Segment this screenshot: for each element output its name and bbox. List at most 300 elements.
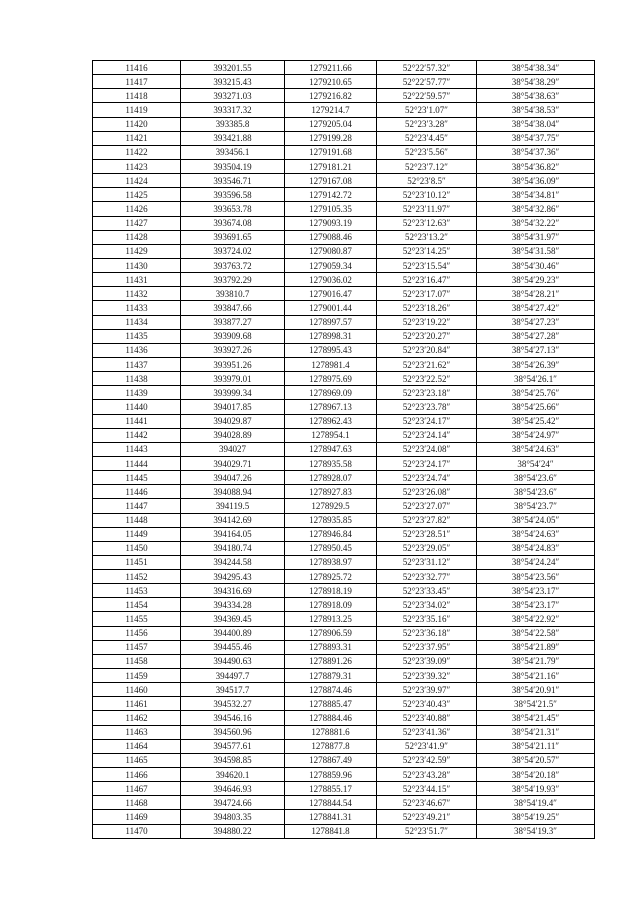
table-row [93,527,595,541]
table-row [93,273,595,287]
y-coordinate-cell: 1279210.65 [285,75,377,89]
point-number-cell: 11426 [93,202,181,216]
latitude-cell: 52°23′29.05″ [377,541,477,555]
table-row [93,739,595,753]
point-number-cell: 11418 [93,89,181,103]
latitude-cell: 52°23′11.97″ [377,202,477,216]
x-coordinate-cell: 394180.74 [181,541,285,555]
point-number-cell: 11457 [93,640,181,654]
longitude-cell: 38°54′32.86″ [477,202,595,216]
point-number-cell: 11419 [93,103,181,117]
y-coordinate-cell: 1278841.31 [285,810,377,824]
table-row [93,400,595,414]
x-coordinate-cell: 394455.46 [181,640,285,654]
longitude-cell: 38°54′21.79″ [477,654,595,668]
y-coordinate-cell: 1279214.7 [285,103,377,117]
point-number-cell: 11460 [93,683,181,697]
x-coordinate-cell: 394546.16 [181,711,285,725]
x-coordinate-cell: 393653.78 [181,202,285,216]
longitude-cell: 38°54′34.81″ [477,188,595,202]
x-coordinate-cell: 393847.66 [181,301,285,315]
x-coordinate-cell: 393421.88 [181,131,285,145]
x-coordinate-cell: 394497.7 [181,669,285,683]
table-row [93,768,595,782]
x-coordinate-cell: 393909.68 [181,329,285,343]
y-coordinate-cell: 1278929.5 [285,499,377,513]
x-coordinate-cell: 394244.58 [181,555,285,569]
y-coordinate-cell: 1279093.19 [285,216,377,230]
y-coordinate-cell: 1278927.83 [285,485,377,499]
y-coordinate-cell: 1278881.6 [285,725,377,739]
point-number-cell: 11423 [93,159,181,173]
latitude-cell: 52°23′51.7″ [377,824,477,838]
longitude-cell: 38°54′31.97″ [477,230,595,244]
latitude-cell: 52°23′16.47″ [377,273,477,287]
latitude-cell: 52°23′20.27″ [377,329,477,343]
x-coordinate-cell: 394047.26 [181,471,285,485]
point-number-cell: 11437 [93,357,181,371]
y-coordinate-cell: 1278841.8 [285,824,377,838]
latitude-cell: 52°23′32.77″ [377,570,477,584]
longitude-cell: 38°54′21.5″ [477,697,595,711]
table-row [93,683,595,697]
x-coordinate-cell: 394369.45 [181,612,285,626]
point-number-cell: 11462 [93,711,181,725]
x-coordinate-cell: 394164.05 [181,527,285,541]
table-row [93,174,595,188]
longitude-cell: 38°54′20.57″ [477,753,595,767]
point-number-cell: 11431 [93,273,181,287]
table-row [93,570,595,584]
table-row [93,513,595,527]
latitude-cell: 52°23′14.25″ [377,244,477,258]
y-coordinate-cell: 1278950.45 [285,541,377,555]
point-number-cell: 11422 [93,145,181,159]
longitude-cell: 38°54′19.4″ [477,796,595,810]
y-coordinate-cell: 1278877.8 [285,739,377,753]
longitude-cell: 38°54′23.6″ [477,471,595,485]
x-coordinate-cell: 394028.89 [181,428,285,442]
y-coordinate-cell: 1279001.44 [285,301,377,315]
longitude-cell: 38°54′19.25″ [477,810,595,824]
point-number-cell: 11447 [93,499,181,513]
y-coordinate-cell: 1279167.08 [285,174,377,188]
table-row [93,202,595,216]
latitude-cell: 52°23′37.95″ [377,640,477,654]
point-number-cell: 11434 [93,315,181,329]
x-coordinate-cell: 394880.22 [181,824,285,838]
longitude-cell: 38°54′25.76″ [477,386,595,400]
table-row [93,456,595,470]
y-coordinate-cell: 1278995.43 [285,343,377,357]
latitude-cell: 52°23′49.21″ [377,810,477,824]
point-number-cell: 11456 [93,626,181,640]
x-coordinate-cell: 393317.32 [181,103,285,117]
x-coordinate-cell: 394316.69 [181,584,285,598]
point-number-cell: 11427 [93,216,181,230]
point-number-cell: 11420 [93,117,181,131]
y-coordinate-cell: 1278975.69 [285,372,377,386]
x-coordinate-cell: 393385.8 [181,117,285,131]
y-coordinate-cell: 1278855.17 [285,782,377,796]
latitude-cell: 52°23′27.82″ [377,513,477,527]
point-number-cell: 11432 [93,287,181,301]
y-coordinate-cell: 1278918.09 [285,598,377,612]
point-number-cell: 11425 [93,188,181,202]
y-coordinate-cell: 1278938.97 [285,555,377,569]
point-number-cell: 11436 [93,343,181,357]
y-coordinate-cell: 1278884.46 [285,711,377,725]
latitude-cell: 52°23′24.17″ [377,456,477,470]
point-number-cell: 11446 [93,485,181,499]
latitude-cell: 52°23′22.52″ [377,372,477,386]
longitude-cell: 38°54′21.11″ [477,739,595,753]
latitude-cell: 52°23′42.59″ [377,753,477,767]
y-coordinate-cell: 1279016.47 [285,287,377,301]
y-coordinate-cell: 1279142.72 [285,188,377,202]
latitude-cell: 52°22′59.57″ [377,89,477,103]
y-coordinate-cell: 1278874.46 [285,683,377,697]
longitude-cell: 38°54′25.42″ [477,414,595,428]
table-row [93,541,595,555]
latitude-cell: 52°23′39.09″ [377,654,477,668]
x-coordinate-cell: 393999.34 [181,386,285,400]
table-row [93,372,595,386]
table-row [93,669,595,683]
x-coordinate-cell: 393951.26 [181,357,285,371]
y-coordinate-cell: 1278946.84 [285,527,377,541]
table-row [93,612,595,626]
point-number-cell: 11428 [93,230,181,244]
y-coordinate-cell: 1278935.58 [285,456,377,470]
table-row [93,598,595,612]
table-row [93,626,595,640]
latitude-cell: 52°23′34.02″ [377,598,477,612]
coordinates-table [92,60,595,839]
y-coordinate-cell: 1278906.59 [285,626,377,640]
longitude-cell: 38°54′36.09″ [477,174,595,188]
longitude-cell: 38°54′28.21″ [477,287,595,301]
x-coordinate-cell: 393792.29 [181,273,285,287]
x-coordinate-cell: 393927.26 [181,343,285,357]
table-row [93,61,595,75]
latitude-cell: 52°23′31.12″ [377,555,477,569]
x-coordinate-cell: 394119.5 [181,499,285,513]
table-row [93,301,595,315]
table-row [93,244,595,258]
y-coordinate-cell: 1279181.21 [285,159,377,173]
longitude-cell: 38°54′21.31″ [477,725,595,739]
longitude-cell: 38°54′29.23″ [477,273,595,287]
longitude-cell: 38°54′38.34″ [477,61,595,75]
point-number-cell: 11466 [93,768,181,782]
y-coordinate-cell: 1278859.96 [285,768,377,782]
longitude-cell: 38°54′24.83″ [477,541,595,555]
y-coordinate-cell: 1279080.87 [285,244,377,258]
y-coordinate-cell: 1279036.02 [285,273,377,287]
table-row [93,131,595,145]
longitude-cell: 38°54′27.23″ [477,315,595,329]
y-coordinate-cell: 1279059.34 [285,258,377,272]
latitude-cell: 52°23′1.07″ [377,103,477,117]
table-row [93,654,595,668]
table-row [93,782,595,796]
point-number-cell: 11450 [93,541,181,555]
longitude-cell: 38°54′30.46″ [477,258,595,272]
x-coordinate-cell: 393877.27 [181,315,285,329]
longitude-cell: 38°54′25.66″ [477,400,595,414]
y-coordinate-cell: 1278962.43 [285,414,377,428]
point-number-cell: 11445 [93,471,181,485]
point-number-cell: 11439 [93,386,181,400]
y-coordinate-cell: 1278879.31 [285,669,377,683]
point-number-cell: 11461 [93,697,181,711]
table-row [93,471,595,485]
table-row [93,499,595,513]
y-coordinate-cell: 1278913.25 [285,612,377,626]
y-coordinate-cell: 1278867.49 [285,753,377,767]
longitude-cell: 38°54′26.39″ [477,357,595,371]
table-row [93,258,595,272]
x-coordinate-cell: 394029.87 [181,414,285,428]
longitude-cell: 38°54′20.91″ [477,683,595,697]
x-coordinate-cell: 393691.65 [181,230,285,244]
latitude-cell: 52°23′41.36″ [377,725,477,739]
table-row [93,75,595,89]
y-coordinate-cell: 1278947.63 [285,442,377,456]
y-coordinate-cell: 1279088.46 [285,230,377,244]
longitude-cell: 38°54′31.58″ [477,244,595,258]
latitude-cell: 52°23′23.78″ [377,400,477,414]
point-number-cell: 11453 [93,584,181,598]
longitude-cell: 38°54′23.17″ [477,598,595,612]
longitude-cell: 38°54′19.93″ [477,782,595,796]
point-number-cell: 11444 [93,456,181,470]
point-number-cell: 11454 [93,598,181,612]
table-row [93,329,595,343]
y-coordinate-cell: 1278844.54 [285,796,377,810]
table-row [93,343,595,357]
point-number-cell: 11433 [93,301,181,315]
latitude-cell: 52°23′33.45″ [377,584,477,598]
point-number-cell: 11435 [93,329,181,343]
point-number-cell: 11443 [93,442,181,456]
y-coordinate-cell: 1278998.31 [285,329,377,343]
longitude-cell: 38°54′38.04″ [477,117,595,131]
table-row [93,230,595,244]
latitude-cell: 52°23′40.88″ [377,711,477,725]
table-row [93,386,595,400]
latitude-cell: 52°23′44.15″ [377,782,477,796]
latitude-cell: 52°22′57.32″ [377,61,477,75]
table-row [93,640,595,654]
y-coordinate-cell: 1278928.07 [285,471,377,485]
x-coordinate-cell: 393504.19 [181,159,285,173]
table-row [93,428,595,442]
y-coordinate-cell: 1278997.57 [285,315,377,329]
x-coordinate-cell: 394620.1 [181,768,285,782]
latitude-cell: 52°23′24.17″ [377,414,477,428]
longitude-cell: 38°54′24″ [477,456,595,470]
latitude-cell: 52°23′26.08″ [377,485,477,499]
longitude-cell: 38°54′37.36″ [477,145,595,159]
y-coordinate-cell: 1278935.85 [285,513,377,527]
latitude-cell: 52°23′46.67″ [377,796,477,810]
table-row [93,287,595,301]
point-number-cell: 11469 [93,810,181,824]
latitude-cell: 52°23′27.07″ [377,499,477,513]
longitude-cell: 38°54′24.63″ [477,527,595,541]
x-coordinate-cell: 394027 [181,442,285,456]
y-coordinate-cell: 1279105.35 [285,202,377,216]
latitude-cell: 52°23′17.07″ [377,287,477,301]
x-coordinate-cell: 393215.43 [181,75,285,89]
table-row [93,824,595,838]
latitude-cell: 52°23′10.12″ [377,188,477,202]
x-coordinate-cell: 393674.08 [181,216,285,230]
x-coordinate-cell: 393810.7 [181,287,285,301]
x-coordinate-cell: 393546.71 [181,174,285,188]
latitude-cell: 52°23′3.28″ [377,117,477,131]
y-coordinate-cell: 1278969.09 [285,386,377,400]
y-coordinate-cell: 1278954.1 [285,428,377,442]
longitude-cell: 38°54′24.05″ [477,513,595,527]
point-number-cell: 11452 [93,570,181,584]
y-coordinate-cell: 1278891.26 [285,654,377,668]
y-coordinate-cell: 1279211.66 [285,61,377,75]
point-number-cell: 11421 [93,131,181,145]
point-number-cell: 11455 [93,612,181,626]
latitude-cell: 52°23′39.97″ [377,683,477,697]
latitude-cell: 52°23′15.54″ [377,258,477,272]
point-number-cell: 11458 [93,654,181,668]
x-coordinate-cell: 393271.03 [181,89,285,103]
table-row [93,103,595,117]
point-number-cell: 11470 [93,824,181,838]
x-coordinate-cell: 394295.43 [181,570,285,584]
point-number-cell: 11441 [93,414,181,428]
y-coordinate-cell: 1278925.72 [285,570,377,584]
latitude-cell: 52°23′24.08″ [377,442,477,456]
table-row [93,442,595,456]
longitude-cell: 38°54′22.92″ [477,612,595,626]
latitude-cell: 52°23′7.12″ [377,159,477,173]
longitude-cell: 38°54′23.7″ [477,499,595,513]
point-number-cell: 11442 [93,428,181,442]
longitude-cell: 38°54′23.17″ [477,584,595,598]
longitude-cell: 38°54′21.89″ [477,640,595,654]
table-row [93,584,595,598]
latitude-cell: 52°23′35.16″ [377,612,477,626]
table-row [93,555,595,569]
point-number-cell: 11463 [93,725,181,739]
table-row [93,753,595,767]
x-coordinate-cell: 394646.93 [181,782,285,796]
longitude-cell: 38°54′24.97″ [477,428,595,442]
x-coordinate-cell: 393763.72 [181,258,285,272]
latitude-cell: 52°23′13.2″ [377,230,477,244]
point-number-cell: 11448 [93,513,181,527]
longitude-cell: 38°54′21.16″ [477,669,595,683]
table-row [93,796,595,810]
table-row [93,216,595,230]
table-row [93,117,595,131]
x-coordinate-cell: 394017.85 [181,400,285,414]
point-number-cell: 11440 [93,400,181,414]
x-coordinate-cell: 394803.35 [181,810,285,824]
longitude-cell: 38°54′23.6″ [477,485,595,499]
longitude-cell: 38°54′24.63″ [477,442,595,456]
longitude-cell: 38°54′38.29″ [477,75,595,89]
latitude-cell: 52°23′8.5″ [377,174,477,188]
x-coordinate-cell: 394577.61 [181,739,285,753]
point-number-cell: 11465 [93,753,181,767]
x-coordinate-cell: 394532.27 [181,697,285,711]
point-number-cell: 11429 [93,244,181,258]
latitude-cell: 52°23′12.63″ [377,216,477,230]
latitude-cell: 52°23′23.18″ [377,386,477,400]
y-coordinate-cell: 1279205.04 [285,117,377,131]
table-row [93,89,595,103]
longitude-cell: 38°54′27.13″ [477,343,595,357]
y-coordinate-cell: 1279199.28 [285,131,377,145]
x-coordinate-cell: 393724.02 [181,244,285,258]
x-coordinate-cell: 394598.85 [181,753,285,767]
latitude-cell: 52°23′21.62″ [377,357,477,371]
latitude-cell: 52°23′36.18″ [377,626,477,640]
y-coordinate-cell: 1278893.31 [285,640,377,654]
longitude-cell: 38°54′32.22″ [477,216,595,230]
longitude-cell: 38°54′24.24″ [477,555,595,569]
latitude-cell: 52°23′43.28″ [377,768,477,782]
point-number-cell: 11438 [93,372,181,386]
x-coordinate-cell: 393456.1 [181,145,285,159]
longitude-cell: 38°54′38.63″ [477,89,595,103]
table-row [93,485,595,499]
longitude-cell: 38°54′21.45″ [477,711,595,725]
latitude-cell: 52°23′41.9″ [377,739,477,753]
latitude-cell: 52°23′18.26″ [377,301,477,315]
table-row [93,315,595,329]
latitude-cell: 52°23′5.56″ [377,145,477,159]
x-coordinate-cell: 393596.58 [181,188,285,202]
point-number-cell: 11464 [93,739,181,753]
table-row [93,188,595,202]
y-coordinate-cell: 1279191.68 [285,145,377,159]
longitude-cell: 38°54′27.28″ [477,329,595,343]
latitude-cell: 52°23′19.22″ [377,315,477,329]
longitude-cell: 38°54′19.3″ [477,824,595,838]
point-number-cell: 11416 [93,61,181,75]
point-number-cell: 11449 [93,527,181,541]
table-row [93,711,595,725]
point-number-cell: 11459 [93,669,181,683]
latitude-cell: 52°23′20.84″ [377,343,477,357]
point-number-cell: 11468 [93,796,181,810]
latitude-cell: 52°23′39.32″ [377,669,477,683]
x-coordinate-cell: 394088.94 [181,485,285,499]
latitude-cell: 52°23′4.45″ [377,131,477,145]
longitude-cell: 38°54′38.53″ [477,103,595,117]
longitude-cell: 38°54′36.82″ [477,159,595,173]
y-coordinate-cell: 1278967.13 [285,400,377,414]
longitude-cell: 38°54′37.75″ [477,131,595,145]
longitude-cell: 38°54′20.18″ [477,768,595,782]
longitude-cell: 38°54′27.42″ [477,301,595,315]
table-row [93,159,595,173]
y-coordinate-cell: 1279216.82 [285,89,377,103]
latitude-cell: 52°23′28.51″ [377,527,477,541]
